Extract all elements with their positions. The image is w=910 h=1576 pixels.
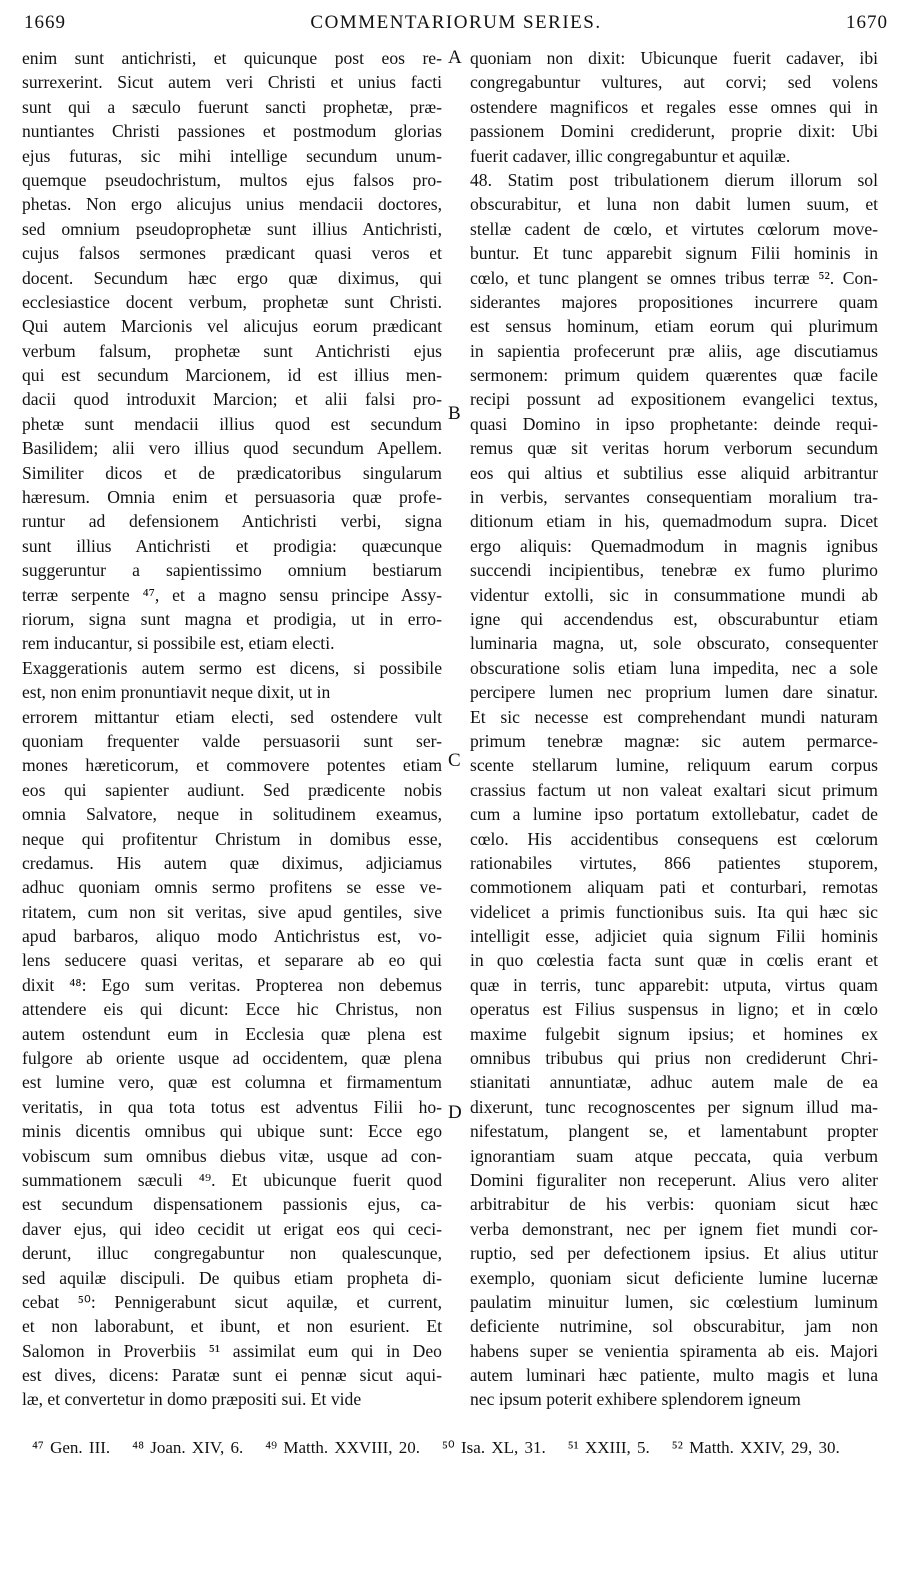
right-column-line: habens super se venientia spiramenta ab eis. Majori <box>470 1340 878 1361</box>
margin-letter-b: B <box>448 403 461 424</box>
right-column-line: recipi possunt ad expositionem evangelici textus, <box>470 389 878 410</box>
left-column-line: terræ serpente ⁴⁷, et a magno sensu principe Assy- <box>22 584 442 605</box>
left-column-line: Qui autem Marcionis vel alicujus eorum prædicant <box>22 316 442 337</box>
footnote: ⁴⁷ Gen. III. <box>32 1438 111 1457</box>
right-column-line: videntur extolli, sic in consummatione mundi ab <box>470 584 878 605</box>
left-column-line: dixit ⁴⁸: Ego sum veritas. Propterea non debemus <box>22 974 442 995</box>
left-column-line: ejus futuras, sic mihi intellige secundum unum- <box>22 145 442 166</box>
left-column-line: cebat ⁵⁰: Pennigerabunt sicut aquilæ, et current, <box>22 1291 442 1312</box>
page-number-left: 1669 <box>24 12 66 33</box>
right-column-line: est sensus hominum, etiam eorum qui plurimum <box>470 316 878 337</box>
left-column-line: enim sunt antichristi, et quicunque post eos re- <box>22 48 442 68</box>
left-column-line: sed aquilæ discipuli. De quibus etiam propheta di- <box>22 1267 442 1288</box>
right-column-line: operatus est Filius suspensus in ligno; et in cœlo <box>470 999 878 1020</box>
right-column-line: eos qui altius et subtilius esse aliquid arbitrantur <box>470 462 878 483</box>
left-column-line: adhuc quoniam omnis sermo profitens se esse ve- <box>22 877 442 898</box>
left-column-line: quoniam frequenter valde persuasorii sunt ser- <box>22 730 442 751</box>
left-column-line: eos qui sapienter audiunt. Sed prædicente nobis <box>22 779 442 800</box>
left-column-line: est lumine vero, quæ est columna et firmamentum <box>22 1072 442 1093</box>
page-number-right: 1670 <box>846 12 888 33</box>
margin-letter-a: A <box>448 47 462 68</box>
right-column-line: rationabiles virtutes, 866 patientes stuporem, <box>470 852 878 873</box>
right-column-line: ostendere magnificos et regales esse omnes qui in <box>470 96 878 117</box>
left-column-line: surrexerint. Sicut autem veri Christi et unius facti <box>22 72 442 93</box>
right-column-line: Et sic necesse est comprehendant mundi naturam <box>470 706 878 727</box>
right-column-line: congregabuntur vultures, aut corvi; sed volens <box>470 72 878 93</box>
left-column-line: autem ostendunt eum in Ecclesia quæ plena est <box>22 1023 442 1044</box>
left-column-line: dacii quod introduxit Marcion; et alii falsi pro- <box>22 389 442 410</box>
left-column-line: runtur ad defensionem Antichristi verbi, signa <box>22 511 442 532</box>
left-column-line: quemque pseudochristum, multos ejus falsos pro- <box>22 169 442 190</box>
right-column-line: videlicet a primis functionibus suis. Ita qui hæc sic <box>470 901 878 922</box>
left-column-line: rem inducantur, si possibile est, etiam electi. <box>22 633 335 654</box>
left-column-line: riorum, signa sunt magna et prodigia, ut in erro- <box>22 608 442 629</box>
right-column-line: cum a lumine ipso portatum extollebatur, cadet de <box>470 804 878 825</box>
left-column-line: Salomon in Proverbiis ⁵¹ assimilat eum qui in Deo <box>22 1340 442 1361</box>
margin-letter-d: D <box>448 1102 462 1123</box>
left-column-line: neque qui profitentur Christum in domibus esse, <box>22 828 442 849</box>
footnote: ⁴⁸ Joan. XIV, 6. <box>132 1438 244 1457</box>
right-column-line: crassius factum ut non valeat exaltari sicut primum <box>470 779 878 800</box>
left-text-column <box>22 46 442 1412</box>
right-column-line: dixerunt, tunc recognoscentes per signum illud ma- <box>470 1096 878 1117</box>
left-column-line: cujus falsos sermones prædicant quasi veros et <box>22 243 442 264</box>
right-column-line: percipere lumen nec proprium lumen dare sinatur. <box>470 682 878 703</box>
right-column-line: cœlo, et tunc plangent se omnes tribus terræ ⁵². Con- <box>470 267 878 288</box>
right-column-line: nifestatum, plangent se, et lamentabunt propter <box>470 1121 878 1142</box>
margin-letter-c: C <box>448 750 461 771</box>
right-column-line: buntur. Et tunc apparebit signum Filii hominis in <box>470 243 878 264</box>
left-column-line: hæresum. Omnia enim et persuasoria quæ profe- <box>22 487 442 508</box>
left-column-line: Basilidem; alii vero illius quod secundum Apellem. <box>22 438 442 459</box>
left-column-line: et non laborabunt, et ibunt, et non esurient. Et <box>22 1316 442 1337</box>
right-column-line: igne qui accendendus est, obscurabuntur etiam <box>470 608 878 629</box>
right-column-line: in quo cœlestia facta sunt quæ in cœlis erant et <box>470 950 878 971</box>
footnote: ⁵⁰ Isa. XL, 31. <box>442 1438 546 1457</box>
left-column-line: est dives, dicens: Paratæ sunt ei pennæ sicut aqui- <box>22 1365 442 1386</box>
footnote: ⁵¹ XXIII, 5. <box>567 1438 650 1457</box>
left-column-line: mones hæreticorum, et commovere potentes etiam <box>22 755 442 776</box>
left-column-line: ritatem, cum non sit veritas, sive apud gentiles, sive <box>22 901 442 922</box>
right-column-line: maxime fulgebit signum ipsius; et homines ex <box>470 1023 878 1044</box>
footnotes <box>32 1438 882 1458</box>
left-column-line: ecclesiastice docent verbum, prophetæ sunt Christi. <box>22 291 442 312</box>
right-column-line: Domini figuraliter non receperunt. Alius vero aliter <box>470 1169 878 1190</box>
right-column-line: ruptio, sed per defectionem ipsius. Et alius utitur <box>470 1243 878 1264</box>
right-column-line: obscurabitur, et luna non dabit lumen suum, et <box>470 194 878 215</box>
left-column-line: daver ejus, qui ideo cecidit ut erigat eos qui ceci- <box>22 1218 442 1239</box>
right-column-line: stellæ cadent de cœlo, et virtutes cœlorum move- <box>470 218 878 239</box>
left-column-line: attendere eis qui dicunt: Ecce hic Christus, non <box>22 999 442 1020</box>
right-column-line: siderantes majores propositiones incurrere quam <box>470 291 878 312</box>
left-column-line: phetæ sunt mendacii illius quod est secundum <box>22 413 442 434</box>
left-column-line: fulgore ab oriente usque ad occidentem, quæ plena <box>22 1048 442 1069</box>
left-column-line: omnia Salvatore, neque in solitudinem exeamus, <box>22 804 442 825</box>
right-column-line: exemplo, quoniam sicut deficiente lumine lucernæ <box>470 1267 878 1288</box>
right-column-line: ergo aliquis: Quemadmodum in magnis ignibus <box>470 535 878 556</box>
left-column-line: docent. Secundum hæc ergo quæ diximus, qui <box>22 267 442 288</box>
left-column-line: læ, et convertetur in domo præpositi sui. Et vide <box>22 1389 362 1410</box>
left-column-line: sunt illius Antichristi et prodigia: quæcunque <box>22 535 442 556</box>
left-column-line: nuntiantes Christi passiones et postmodum glorias <box>22 121 442 142</box>
right-column-line: quasi Domino in ipso prophetante: deinde requi- <box>470 413 878 434</box>
left-column-line: Similiter dicos et de prædicatoribus singularum <box>22 462 442 483</box>
left-column-line: apud barbaros, aliquo modo Antichristus est, vo- <box>22 926 442 947</box>
left-column-line: minis dicentis omnibus qui ubique sunt: Ecce ego <box>22 1121 442 1142</box>
right-text-column <box>470 46 878 1412</box>
left-column-line: sed omnium pseudoprophetæ sunt illius Antichristi, <box>22 218 442 239</box>
right-column-line: in verbis, servantes consequentiam moralium tra- <box>470 487 878 508</box>
right-column-line: remus quæ sit veritas horum verborum secundum <box>470 438 878 459</box>
right-column-line: nec ipsum poterit exhibere splendorem igneum <box>470 1389 801 1410</box>
right-column-line: 48. Statim post tribulationem dierum illorum sol <box>470 169 878 190</box>
left-column-line: phetas. Non ergo alicujus unius mendacii doctores, <box>22 194 442 215</box>
right-column-line: paulatim minuitur lumen, sic cœlestium luminum <box>470 1291 878 1312</box>
right-column-line: quoniam non dixit: Ubicunque fuerit cadaver, ibi <box>470 48 878 68</box>
right-column-line: ignorantiam suam atque peccata, quia verbum <box>470 1145 878 1166</box>
right-column-line: fuerit cadaver, illic congregabuntur et aquilæ. <box>470 145 791 166</box>
left-column-line: verbum falsum, prophetæ sunt Antichristi ejus <box>22 340 442 361</box>
right-column-line: scente stellarum lumine, reliquum earum corpus <box>470 755 878 776</box>
right-column-line: in sapientia profecerunt præ aliis, age discutiamus <box>470 340 878 361</box>
footnote: ⁵² Matth. XXIV, 29, 30. <box>671 1438 840 1457</box>
left-column-line: Exaggerationis autem sermo est dicens, si possibile <box>22 657 442 678</box>
right-column-line: deficiente nutrimine, sol obscurabitur, jam non <box>470 1316 878 1337</box>
left-column-line: summationem sæculi ⁴⁹. Et ubicunque fuerit quod <box>22 1169 442 1190</box>
right-column-line: commotionem aliquam pati et conturbari, remotas <box>470 877 878 898</box>
right-column-line: intelligit esse, adjiciet quia signum Filii hominis <box>470 926 878 947</box>
left-column-line: veritatis, in qua tota totus est adventus Filii ho- <box>22 1096 442 1117</box>
running-title: COMMENTARIORUM SERIES. <box>310 12 602 33</box>
left-column-line: est, non enim pronuntiavit neque dixit, ut in <box>22 682 331 703</box>
right-column-line: passionem Domini crediderunt, proprie dixit: Ubi <box>470 121 878 142</box>
right-column-line: quæ in terris, tunc apparebit: utputa, virtus quam <box>470 974 878 995</box>
right-column-line: primum tenebræ magnæ: sic autem permarce- <box>470 730 878 751</box>
right-column-line: obscuratione solis etiam luna impedita, nec a sole <box>470 657 878 678</box>
left-column-line: vobiscum sum omnibus diebus vitæ, usque ad con- <box>22 1145 442 1166</box>
right-column-line: sermonem: primum quidem quærentes quæ facile <box>470 365 878 386</box>
right-column-line: omnibus tribubus qui prius non crediderunt Chri- <box>470 1048 878 1069</box>
left-column-line: credamus. His autem quæ diximus, adjiciamus <box>22 852 442 873</box>
right-column-line: arbitrabitur de his verbis: quoniam sicut hæc <box>470 1194 878 1215</box>
left-column-line: qui est secundum Marcionem, id est illius men- <box>22 365 442 386</box>
right-column-line: verba demonstrant, nec per ignem fiet mundi cor- <box>470 1218 878 1239</box>
right-column-line: succendi incipientibus, tenebræ ex fumo plurimo <box>470 560 878 581</box>
right-column-line: luminaria magna, ut, sole obscurato, consequenter <box>470 633 878 654</box>
left-column-line: est secundum dispensationem passionis ejus, ca- <box>22 1194 442 1215</box>
right-column-line: ditionum etiam in his, quemadmodum supra. Dicet <box>470 511 878 532</box>
left-column-line: sunt qui a sæculo fuerunt sancti prophetæ, præ- <box>22 96 442 117</box>
running-header <box>24 12 888 38</box>
footnote: ⁴⁹ Matth. XXVIII, 20. <box>265 1438 420 1457</box>
left-column-line: errorem mittantur etiam electi, sed ostendere vult <box>22 706 442 727</box>
left-column-line: suggeruntur a sapientissimo omnium bestiarum <box>22 560 442 581</box>
right-column-line: stianitati annuntiatæ, adhuc autem male de ea <box>470 1072 878 1093</box>
right-column-line: cœlo. His accidentibus consequens est cœlorum <box>470 828 878 849</box>
right-column-line: autem luminari hæc patiente, multo magis et luna <box>470 1365 878 1386</box>
left-column-line: lens seducere quasi veritas, et separare ab eo qui <box>22 950 442 971</box>
left-column-line: derunt, illuc congregabuntur non qualescunque, <box>22 1243 442 1264</box>
